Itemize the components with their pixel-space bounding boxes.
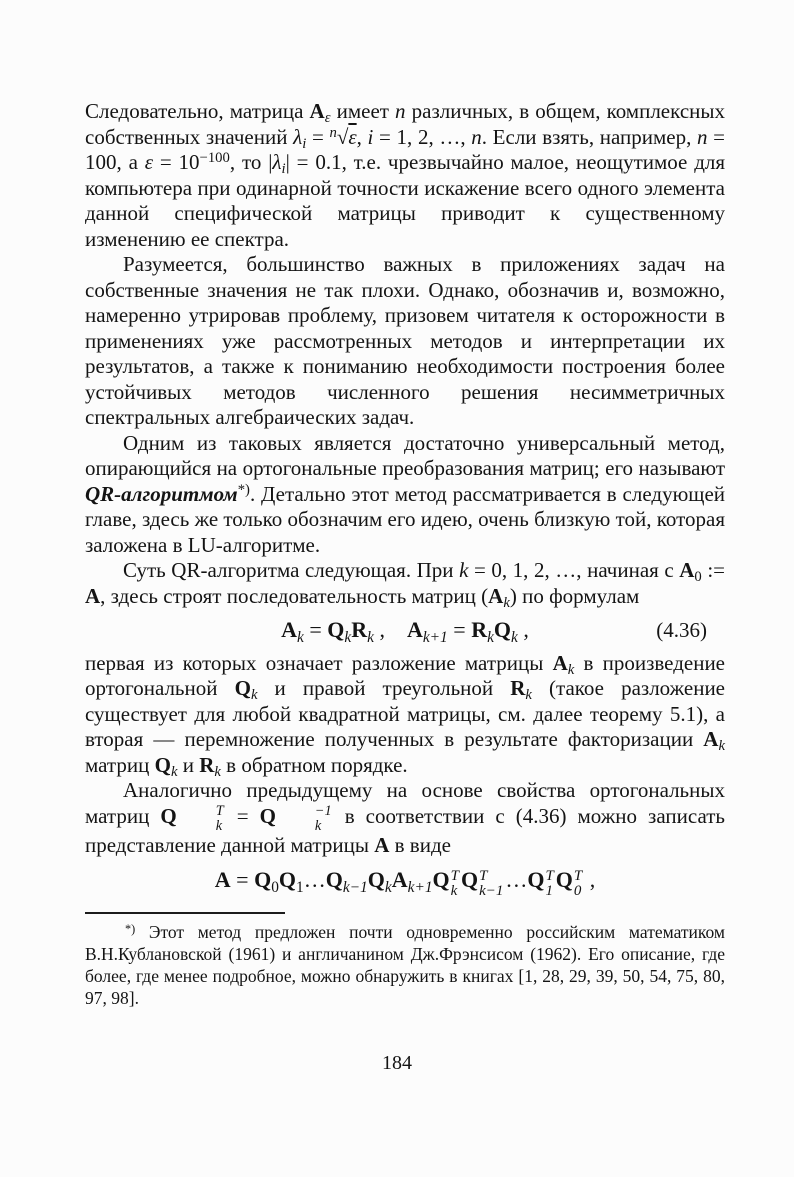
equation-4-36 <box>85 616 725 644</box>
paragraph-4: Суть QR-алгоритма следующая. При k = 0, 1, 2, …, начиная с $A_0$ := A, здесь строят последовательность матриц $(A_k)$ по формулам <box>85 558 725 611</box>
paragraph-1: Следовательно, матрица $A_\varepsilon$ имеет n различных, в общем, комплексных собственных значений $\lambda_i = ^n√\varepsilon$, i = 1, 2, …, n. Если взять, например, n = 100, а $\varepsilon = 10^{-100}$, то $|\lambda_i| = 0.1$, т.е. чрезвычайно малое, неощутимое для компьютера при одинарной точности искажение всего одного элемента данной специфической матрицы приводит к существенному изменению ее спектра. <box>85 99 726 251</box>
equation-qr-product-body: $A = Q_0Q_1\dots Q_{k-1}Q_kA_{k+1}Q$ T k Q T k−1 …Q T 1 Q T 0 , <box>214 866 596 899</box>
page-number: 184 <box>382 1052 412 1074</box>
paragraph-3: Одним из таковых является достаточно универсальный метод, опирающийся на ортогональные преобразования матриц; его называют QR-алгоритмом*). Детально этот метод рассматривается в следующей главе, здесь же только обозначим его идею, очень близкую той, которая заложена в LU-алгоритме. <box>85 430 725 557</box>
equation-qr-product <box>85 866 725 899</box>
paragraph-6: Аналогично предыдущему на основе свойства ортогональных матриц Q T k = Q −1 k в соответствии с (4.36) можно записать представление данной матрицы A в виде <box>85 778 725 858</box>
footnote-divider <box>85 912 285 914</box>
footnote: *) Этот метод предложен почти одновременно российским математиком В.Н.Кублановской (1961) и англичанином Дж.Фрэнсисом (1962). Его описание, где более, где менее подробное, можно обнаружить в книгах [1, 28, 29, 39, 50, 54, 75, 80, 97, 98]. <box>85 921 725 1008</box>
paragraph-2: Разумеется, большинство важных в приложениях задач на собственные значения не так плохи. Однако, обозначив и, возможно, намеренно утрировав проблему, призовем читателя к осторожности в применениях уже рассмотренных методов и интерпретации их результатов, а также к пониманию необходимости построения более устойчивых методов численного решения несимметричных спектральных алгебраических задач. <box>85 252 725 429</box>
equation-number: (4.36) <box>656 617 707 642</box>
paragraph-5: первая из которых означает разложение матрицы $A_k$ в произведение ортогональной $Q_k$ и правой треугольной $R_k$ (такое разложение существует для любой квадратной матрицы, см. далее теорему 5.1), а вторая — перемножение полученных в результате факторизации $A_k$ матриц $Q_k$ и $R_k$ в обратном порядке. <box>85 650 726 780</box>
equation-4-36-body: $A_k = Q_kR_k$ , $A_{k+1} = R_kQ_k$ , <box>281 617 529 646</box>
text-column <box>85 99 725 1009</box>
